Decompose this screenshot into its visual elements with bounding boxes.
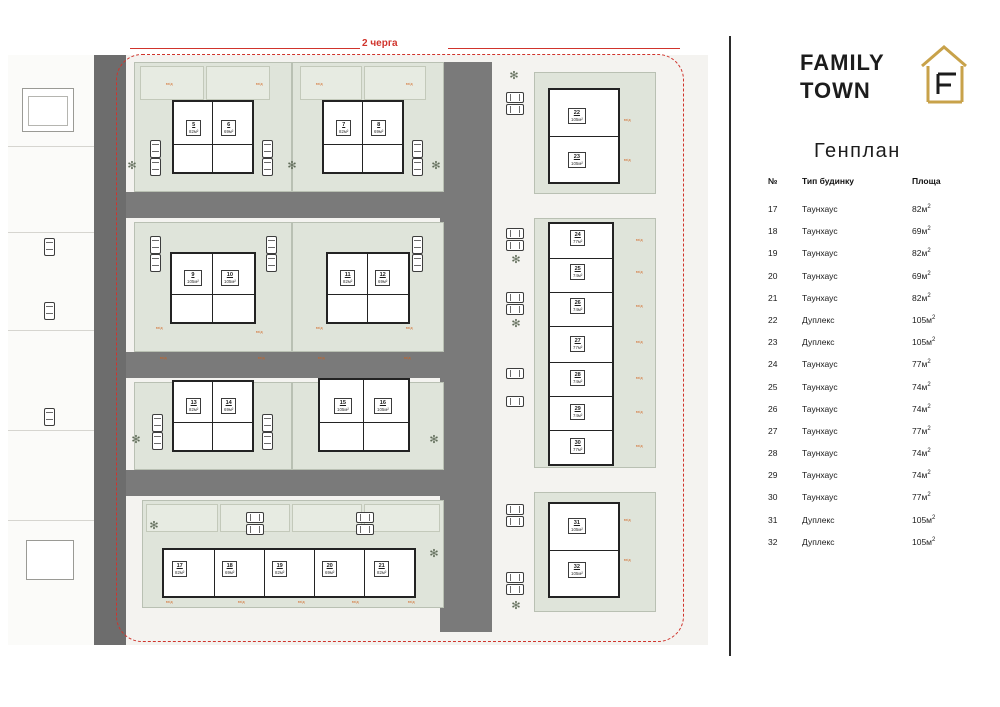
car-icon — [506, 516, 524, 527]
car-icon — [356, 524, 374, 535]
car-icon — [150, 254, 161, 272]
unit-label-17[interactable] — [172, 561, 187, 577]
tree-icon: ✻ — [429, 434, 439, 446]
table-row[interactable] — [768, 248, 1000, 270]
house-duplex-31-32[interactable] — [548, 502, 620, 598]
vertical-divider — [729, 36, 731, 656]
cell-area: $105м^2$ — [912, 514, 936, 525]
cell-area: $105м^2$ — [912, 337, 936, 348]
cell-type: Таунхаус — [802, 248, 838, 259]
entrance-marker: вхід — [636, 444, 643, 448]
unit-label-21[interactable] — [374, 561, 389, 577]
entrance-marker: вхід — [316, 82, 323, 86]
logo-line-family: FAMILY — [800, 50, 885, 75]
unit-number: 14 — [225, 400, 232, 406]
yard-a4 — [364, 66, 426, 100]
cell-number: 19 — [768, 248, 778, 259]
unit-number: 28 — [574, 372, 581, 378]
column-header-area: Площа — [912, 176, 941, 186]
cell-number: 29 — [768, 470, 778, 481]
house-duplex-22-23[interactable] — [548, 88, 620, 184]
car-icon — [506, 92, 524, 103]
unit-number: 15 — [339, 400, 347, 406]
unit-number: 32 — [573, 564, 581, 570]
cell-area: $69м^2$ — [912, 226, 931, 237]
neighbor-divider — [8, 146, 94, 147]
unit-area: 77м² — [573, 446, 583, 452]
unit-number: 8 — [377, 122, 381, 128]
unit-number: 19 — [276, 563, 283, 569]
entrance-marker: вхід — [298, 600, 305, 604]
unit-area: 69м² — [374, 128, 384, 134]
unit-number: 10 — [226, 272, 234, 278]
unit-area: 105м² — [571, 116, 583, 122]
unit-label-15[interactable] — [334, 398, 352, 414]
car-icon — [262, 140, 273, 158]
unit-number: 16 — [379, 400, 387, 406]
info-panel — [760, 0, 1000, 707]
car-icon — [266, 254, 277, 272]
car-icon — [412, 140, 423, 158]
entrance-marker: вхід — [166, 600, 173, 604]
cell-number: 30 — [768, 492, 778, 503]
unit-area: 74м² — [573, 412, 583, 418]
cell-type: Дуплекс — [802, 337, 835, 348]
unit-number: 31 — [573, 520, 581, 526]
cell-type: Таунхаус — [802, 226, 838, 237]
table-row[interactable] — [768, 337, 1000, 359]
unit-number: 17 — [176, 563, 183, 569]
table-row[interactable] — [768, 537, 1000, 559]
unit-area: 105м² — [337, 406, 349, 412]
unit-label-18[interactable] — [222, 561, 237, 577]
unit-area: 74м² — [573, 378, 583, 384]
cell-number: 28 — [768, 448, 778, 459]
tree-icon: ✻ — [509, 70, 519, 82]
page-title: Генплан — [814, 140, 901, 162]
cell-number: 26 — [768, 403, 778, 414]
unit-area: 105м² — [187, 278, 199, 284]
cell-type: Таунхаус — [802, 381, 838, 392]
phase-leader-left — [130, 48, 360, 49]
unit-area: 77м² — [573, 238, 583, 244]
unit-number: 21 — [378, 563, 385, 569]
cell-area: $105м^2$ — [912, 314, 936, 325]
cell-number: 32 — [768, 536, 778, 547]
unit-area: 69м² — [325, 569, 335, 575]
entrance-marker: вхід — [624, 518, 631, 522]
entrance-marker: вхід — [636, 376, 643, 380]
unit-number: 13 — [190, 400, 197, 406]
unit-label-32[interactable] — [568, 562, 586, 578]
cell-number: 22 — [768, 314, 778, 325]
car-icon — [262, 432, 273, 450]
tree-icon: ✻ — [149, 520, 159, 532]
neighbor-divider — [8, 330, 94, 331]
unit-area: 69м² — [224, 406, 234, 412]
unit-area: 105м² — [571, 570, 583, 576]
inner-road-vertical — [440, 62, 492, 632]
table-row[interactable] — [768, 426, 1000, 448]
tree-icon: ✻ — [287, 160, 297, 172]
neighbor-divider — [8, 430, 94, 431]
cell-area: $77м^2$ — [912, 492, 931, 503]
car-icon — [412, 254, 423, 272]
car-icon — [412, 236, 423, 254]
cell-area: $74м^2$ — [912, 403, 931, 414]
table-row[interactable] — [768, 470, 1000, 492]
yard-d4 — [364, 504, 440, 532]
unit-number: 29 — [574, 406, 581, 412]
cell-number: 20 — [768, 270, 778, 281]
unit-label-10[interactable] — [221, 270, 239, 286]
unit-area: 105м² — [571, 526, 583, 532]
car-icon — [506, 572, 524, 583]
unit-number: 30 — [574, 440, 581, 446]
car-icon — [262, 414, 273, 432]
car-icon — [44, 408, 55, 426]
unit-label-11[interactable] — [340, 270, 355, 286]
neighbor-building — [28, 96, 68, 126]
unit-area: 105м² — [377, 406, 389, 412]
entrance-marker: вхід — [318, 356, 325, 360]
unit-area: 82м² — [343, 278, 353, 284]
inner-road-1 — [126, 192, 446, 218]
cell-number: 23 — [768, 337, 778, 348]
table-row[interactable] — [768, 271, 1000, 293]
unit-label-6[interactable] — [221, 120, 236, 136]
unit-label-8[interactable] — [371, 120, 386, 136]
column-header-number: № — [768, 176, 778, 186]
entrance-marker: вхід — [636, 304, 643, 308]
car-icon — [266, 236, 277, 254]
unit-number: 27 — [574, 338, 581, 344]
car-icon — [152, 432, 163, 450]
entrance-marker: вхід — [406, 326, 413, 330]
table-row[interactable] — [768, 315, 1000, 337]
phase-label: 2 черга — [362, 38, 398, 49]
unit-label-19[interactable] — [272, 561, 287, 577]
cell-type: Таунхаус — [802, 270, 838, 281]
unit-label-23[interactable] — [568, 152, 586, 168]
car-icon — [150, 140, 161, 158]
cell-type: Таунхаус — [802, 403, 838, 414]
table-row[interactable] — [768, 448, 1000, 470]
cell-number: 18 — [768, 226, 778, 237]
car-icon — [506, 504, 524, 515]
inner-road-3 — [126, 470, 446, 496]
unit-area: 82м² — [275, 569, 285, 575]
entrance-marker: вхід — [636, 270, 643, 274]
unit-number: 18 — [226, 563, 233, 569]
cell-area: $77м^2$ — [912, 359, 931, 370]
tree-icon: ✻ — [431, 160, 441, 172]
entrance-marker: вхід — [258, 356, 265, 360]
cell-number: 25 — [768, 381, 778, 392]
entrance-marker: вхід — [352, 600, 359, 604]
car-icon — [356, 512, 374, 523]
cell-type: Дуплекс — [802, 314, 835, 325]
entrance-marker: вхід — [256, 82, 263, 86]
car-icon — [246, 512, 264, 523]
unit-label-20[interactable] — [322, 561, 337, 577]
cell-area: $74м^2$ — [912, 470, 931, 481]
cell-number: 27 — [768, 425, 778, 436]
car-icon — [246, 524, 264, 535]
inner-road-2 — [126, 352, 446, 378]
entrance-marker: вхід — [624, 558, 631, 562]
car-icon — [506, 396, 524, 407]
unit-number: 6 — [227, 122, 231, 128]
cell-area: $105м^2$ — [912, 536, 936, 547]
car-icon — [152, 414, 163, 432]
unit-label-14[interactable] — [221, 398, 236, 414]
unit-label-30[interactable] — [570, 438, 585, 454]
unit-number: 9 — [191, 272, 195, 278]
car-icon — [262, 158, 273, 176]
unit-area: 69м² — [378, 278, 388, 284]
yard-a3 — [300, 66, 362, 100]
cell-area: $69м^2$ — [912, 270, 931, 281]
entrance-marker: вхід — [624, 118, 631, 122]
cell-type: Таунхаус — [802, 470, 838, 481]
cell-type: Таунхаус — [802, 492, 838, 503]
entrance-marker: вхід — [636, 340, 643, 344]
unit-number: 23 — [573, 154, 581, 160]
car-icon — [412, 158, 423, 176]
cell-type: Таунхаус — [802, 425, 838, 436]
tree-icon: ✻ — [511, 254, 521, 266]
unit-area: 82м² — [339, 128, 349, 134]
units-table — [768, 176, 1000, 559]
tree-icon: ✻ — [429, 548, 439, 560]
logo-line-town: TOWN — [800, 78, 871, 103]
entrance-marker: вхід — [406, 82, 413, 86]
entrance-marker: вхід — [404, 356, 411, 360]
unit-label-26[interactable] — [570, 298, 585, 314]
house-block-9-10[interactable] — [170, 252, 256, 324]
house-block-7-8[interactable] — [322, 100, 404, 174]
cell-type: Таунхаус — [802, 204, 838, 214]
unit-number: 26 — [574, 300, 581, 306]
cell-type: Таунхаус — [802, 359, 838, 370]
car-icon — [150, 236, 161, 254]
house-logo-icon — [918, 42, 970, 106]
unit-label-7[interactable] — [336, 120, 351, 136]
unit-label-13[interactable] — [186, 398, 201, 414]
entrance-marker: вхід — [408, 600, 415, 604]
unit-area: 82м² — [189, 128, 199, 134]
logo-wordmark — [800, 50, 885, 104]
unit-area: 82м² — [377, 569, 387, 575]
unit-area: 82м² — [175, 569, 185, 575]
unit-area: 74м² — [573, 272, 583, 278]
unit-label-5[interactable] — [186, 120, 201, 136]
logo — [800, 42, 970, 114]
entrance-marker: вхід — [624, 158, 631, 162]
entrance-marker: вхід — [636, 410, 643, 414]
tree-icon: ✻ — [511, 318, 521, 330]
unit-label-29[interactable] — [570, 404, 585, 420]
car-icon — [506, 292, 524, 303]
unit-label-28[interactable] — [570, 370, 585, 386]
table-header-row — [768, 176, 1000, 204]
cell-area: $82м^2$ — [912, 292, 931, 303]
unit-area: 74м² — [573, 306, 583, 312]
unit-number: 25 — [574, 266, 581, 272]
main-road — [94, 55, 126, 645]
cell-type: Дуплекс — [802, 514, 835, 525]
unit-label-25[interactable] — [570, 264, 585, 280]
phase-leader-right — [448, 48, 680, 49]
tree-icon: ✻ — [127, 160, 137, 172]
cell-area: $77м^2$ — [912, 425, 931, 436]
cell-type: Таунхаус — [802, 448, 838, 459]
table-row[interactable] — [768, 293, 1000, 315]
cell-number: 17 — [768, 204, 778, 214]
entrance-marker: вхід — [636, 238, 643, 242]
unit-label-24[interactable] — [570, 230, 585, 246]
car-icon — [506, 104, 524, 115]
cell-number: 31 — [768, 514, 778, 525]
entrance-marker: вхід — [238, 600, 245, 604]
car-icon — [150, 158, 161, 176]
car-icon — [506, 228, 524, 239]
cell-area: $74м^2$ — [912, 448, 931, 459]
table-row[interactable] — [768, 492, 1000, 514]
tree-icon: ✻ — [511, 600, 521, 612]
car-icon — [506, 304, 524, 315]
cell-type: Таунхаус — [802, 292, 838, 303]
neighbor-building — [26, 540, 74, 580]
unit-area: 77м² — [573, 344, 583, 350]
car-icon — [506, 584, 524, 595]
house-block-15-16[interactable] — [318, 378, 410, 452]
unit-area: 69м² — [225, 569, 235, 575]
entrance-marker: вхід — [166, 82, 173, 86]
house-block-5-6[interactable] — [172, 100, 254, 174]
unit-area: 69м² — [224, 128, 234, 134]
unit-label-9[interactable] — [184, 270, 202, 286]
car-icon — [44, 302, 55, 320]
unit-area: 105м² — [571, 160, 583, 166]
unit-number: 5 — [192, 122, 196, 128]
table-row[interactable] — [768, 382, 1000, 404]
entrance-marker: вхід — [256, 330, 263, 334]
neighbor-divider — [8, 232, 94, 233]
unit-number: 20 — [326, 563, 333, 569]
unit-number: 24 — [574, 232, 581, 238]
unit-label-12[interactable] — [375, 270, 390, 286]
unit-label-27[interactable] — [570, 336, 585, 352]
table-row[interactable] — [768, 515, 1000, 537]
entrance-marker: вхід — [316, 326, 323, 330]
unit-number: 7 — [342, 122, 346, 128]
table-row[interactable] — [768, 359, 1000, 381]
car-icon — [506, 368, 524, 379]
unit-label-16[interactable] — [374, 398, 392, 414]
yard-d3 — [292, 504, 362, 532]
table-row[interactable] — [768, 204, 1000, 226]
unit-area: 82м² — [189, 406, 199, 412]
unit-number: 11 — [344, 272, 351, 278]
cell-number: 21 — [768, 292, 778, 303]
table-row[interactable] — [768, 404, 1000, 426]
cell-type: Дуплекс — [802, 536, 835, 547]
table-row[interactable] — [768, 226, 1000, 248]
neighbor-divider — [8, 520, 94, 521]
entrance-marker: вхід — [156, 326, 163, 330]
unit-area: 105м² — [224, 278, 236, 284]
cell-area: $74м^2$ — [912, 381, 931, 392]
house-block-11-12[interactable] — [326, 252, 410, 324]
car-icon — [44, 238, 55, 256]
column-header-type: Тип будинку — [802, 176, 854, 186]
cell-area: $82м^2$ — [912, 248, 931, 259]
cell-number: 24 — [768, 359, 778, 370]
entrance-marker: вхід — [160, 356, 167, 360]
house-block-13-14[interactable] — [172, 380, 254, 452]
car-icon — [506, 240, 524, 251]
unit-label-22[interactable] — [568, 108, 586, 124]
tree-icon: ✻ — [131, 434, 141, 446]
cell-area: $82м^2$ — [912, 204, 931, 214]
unit-number: 12 — [379, 272, 386, 278]
unit-label-31[interactable] — [568, 518, 586, 534]
unit-number: 22 — [573, 110, 581, 116]
